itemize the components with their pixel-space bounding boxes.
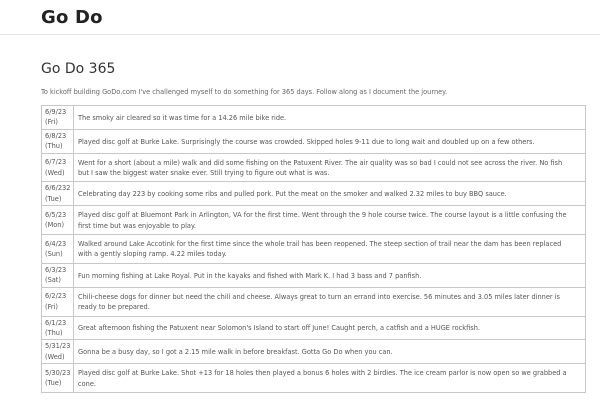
site-title-link[interactable]: Go Do: [41, 6, 103, 28]
entry-date: 6/6/232: [45, 184, 71, 193]
entry-date-cell: [42, 364, 74, 393]
table-row: [42, 129, 586, 153]
table-row: [42, 364, 586, 393]
entry-date-cell: [42, 182, 74, 206]
entry-text: Celebrating day 223 by cooking some ribs and pulled pork. Put the meat on the smoker and walked 2.32 miles to buy BBQ sauce.: [74, 182, 586, 206]
entry-weekday: (Fri): [45, 302, 59, 311]
entry-date-cell: [42, 263, 74, 287]
entry-text: Played disc golf at Burke Lake. Surprisingly the course was crowded. Skipped holes 9-11 due to long wait and doubled up on a few others.: [74, 129, 586, 153]
entry-date: 6/3/23: [45, 265, 67, 274]
intro-text: To kickoff building GoDo.com I've challenged myself to do something for 365 days. Follow along as I document the journey.: [41, 88, 448, 96]
entry-text: Went for a short (about a mile) walk and did some fishing on the Patuxent River. The air quality was so bad I could not see across the river. No fish but I saw the biggest water snake ever. Still trying to figure out what is was.: [74, 153, 586, 182]
page-title: Go Do 365: [41, 61, 116, 77]
entry-date: 6/2/23: [45, 292, 67, 301]
entry-weekday: (Tue): [45, 379, 62, 388]
table-row: [42, 153, 586, 182]
site-header: [0, 0, 600, 35]
entry-date-cell: [42, 287, 74, 316]
table-row: [42, 106, 586, 130]
entry-text: The smoky air cleared so it was time for a 14.26 mile bike ride.: [74, 106, 586, 130]
entry-weekday: (Wed): [45, 352, 65, 361]
entry-text: Played disc golf at Burke Lake. Shot +13 for 18 holes then played a bonus 6 holes with 2 birdies. The ice cream parlor is now open so we grabbed a cone.: [74, 364, 586, 393]
entry-text: Played disc golf at Bluemont Park in Arlington, VA for the first time. Went through the 9 hole course twice. The course layout is a little confusing the first time but was enjoyable to play.: [74, 206, 586, 235]
entry-date: 6/5/23: [45, 210, 67, 219]
entry-weekday: (Thu): [45, 328, 63, 337]
entry-date: 5/31/23: [45, 342, 71, 351]
entry-weekday: (Mon): [45, 221, 65, 230]
entry-date: 6/7/23: [45, 158, 67, 167]
entry-weekday: (Sat): [45, 276, 61, 285]
entry-weekday: (Sun): [45, 249, 63, 258]
table-row: [42, 340, 586, 364]
entry-date: 6/8/23: [45, 131, 67, 140]
entry-date-cell: [42, 316, 74, 340]
entry-date-cell: [42, 106, 74, 130]
entry-date: 6/9/23: [45, 108, 67, 116]
journal-table: [41, 105, 586, 393]
entry-text: Fun morning fishing at Lake Royal. Put in the kayaks and fished with Mark K. I had 3 bass and 7 panfish.: [74, 263, 586, 287]
table-row: [42, 263, 586, 287]
entry-text: Gonna be a busy day, so I got a 2.15 mile walk in before breakfast. Gotta Go Do when you can.: [74, 340, 586, 364]
entry-text: Chili-cheese dogs for dinner but need the chili and cheese. Always great to turn an errand into exercise. 56 minutes and 3.05 miles later dinner is ready to be prepared.: [74, 287, 586, 316]
main-content: [0, 60, 600, 393]
entry-weekday: (Tue): [45, 194, 62, 203]
entry-date: 6/1/23: [45, 318, 67, 327]
table-row: [42, 206, 586, 235]
entry-date-cell: [42, 206, 74, 235]
entry-weekday: (Fri): [45, 118, 59, 127]
entry-weekday: (Thu): [45, 142, 63, 151]
journal-table-body: [42, 106, 586, 393]
entry-date-cell: [42, 340, 74, 364]
entry-date: 6/4/23: [45, 239, 67, 248]
table-row: [42, 316, 586, 340]
table-row: [42, 182, 586, 206]
entry-date-cell: [42, 153, 74, 182]
entry-date: 5/30/23: [45, 368, 71, 377]
table-row: [42, 287, 586, 316]
entry-text: Great afternoon fishing the Patuxent near Solomon's Island to start off June! Caught perch, a catfish and a HUGE rockfish.: [74, 316, 586, 340]
entry-date-cell: [42, 129, 74, 153]
entry-weekday: (Wed): [45, 168, 65, 177]
entry-text: Walked around Lake Accotink for the first time since the whole trail has been reopened. The steep section of trail near the dam has been replaced with a gently sloping ramp. 4.22 miles today.: [74, 235, 586, 264]
table-row: [42, 235, 586, 264]
entry-date-cell: [42, 235, 74, 264]
